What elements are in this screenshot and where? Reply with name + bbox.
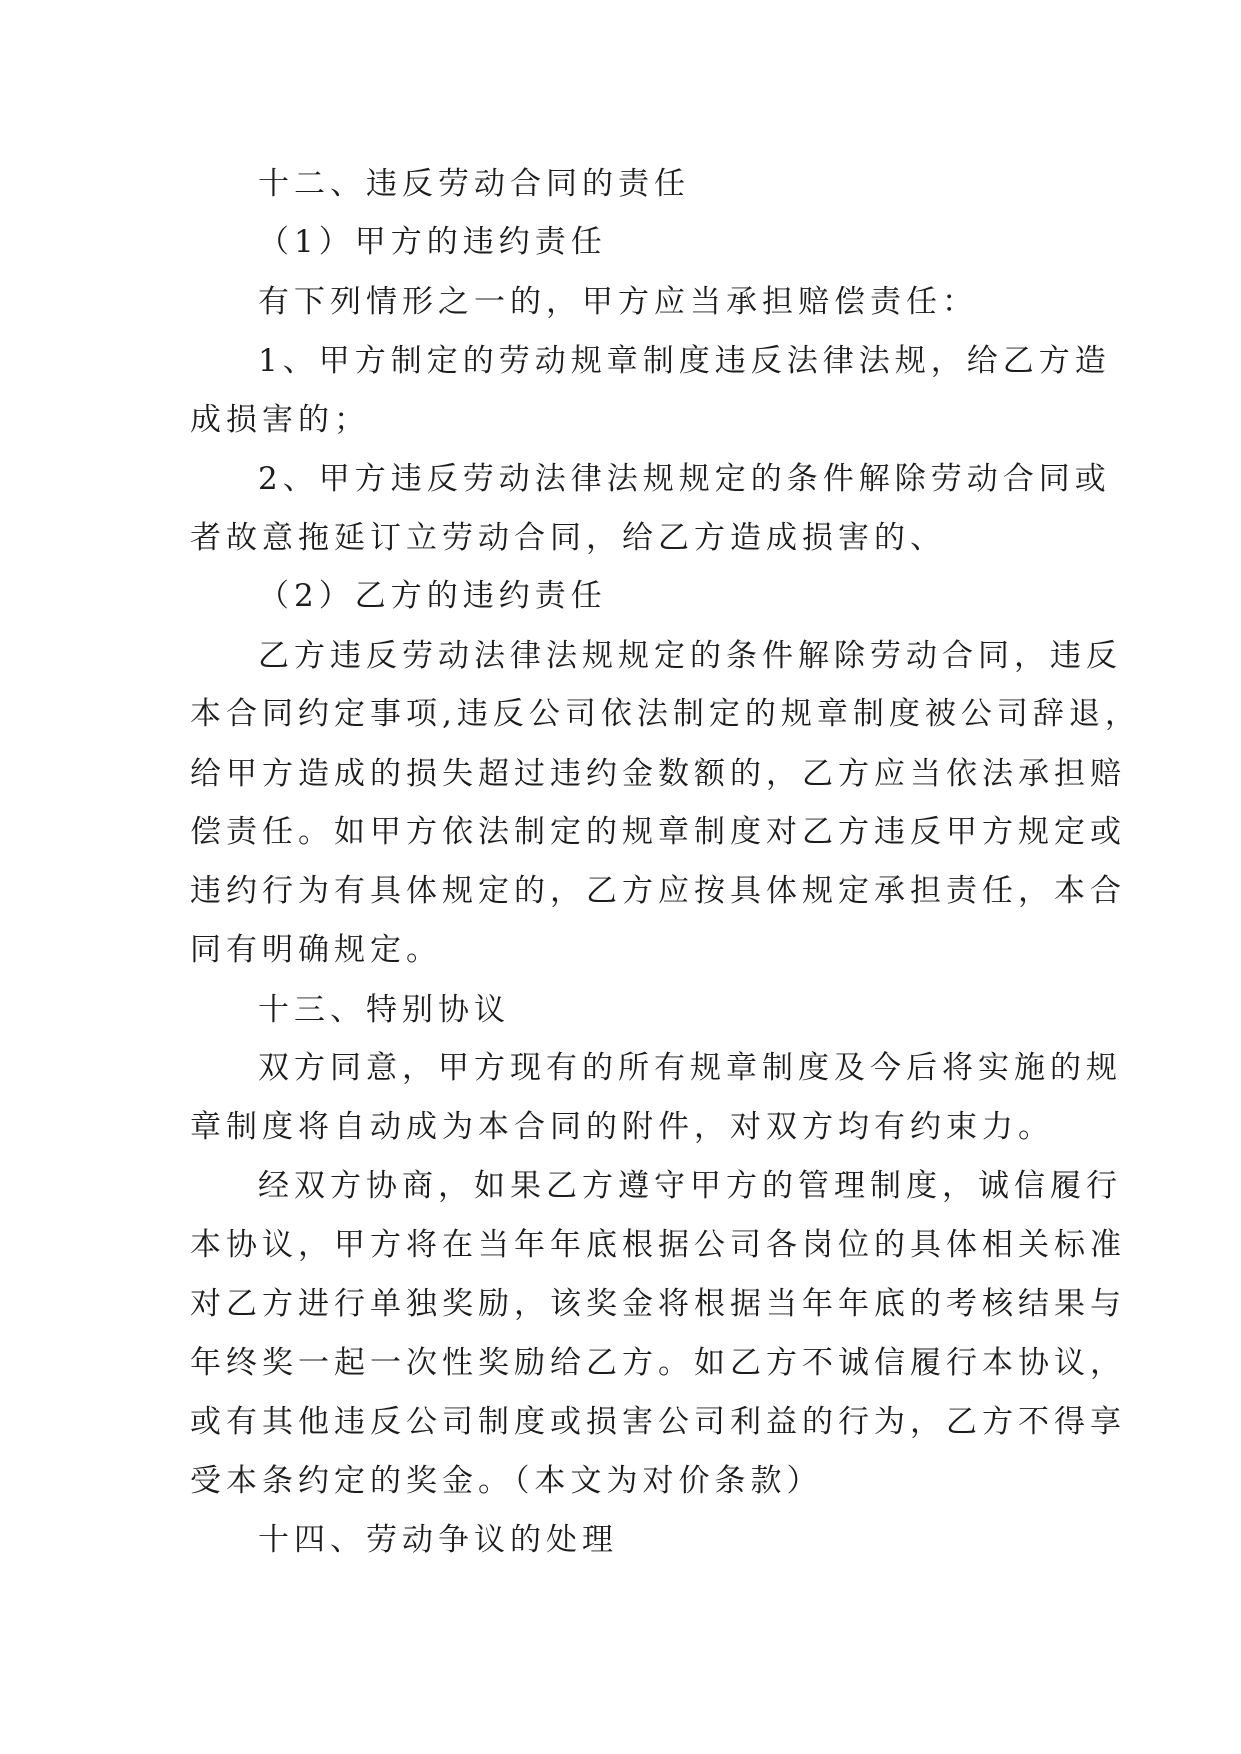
text-line: 同有明确规定。	[190, 932, 442, 968]
text-line: 违约行为有具体规定的，乙方应按具体规定承担责任，本合	[190, 873, 1126, 909]
text-line: 对乙方进行单独奖励，该奖金将根据当年年底的考核结果与	[190, 1286, 1126, 1322]
text-line: 章制度将自动成为本合同的附件，对双方均有约束力。	[190, 1109, 1054, 1145]
text-line: 本协议，甲方将在当年年底根据公司各岗位的具体相关标准	[190, 1227, 1126, 1263]
text-line: 者故意拖延订立劳动合同，给乙方造成损害的、	[190, 520, 946, 556]
text-line: 乙方违反劳动法律法规规定的条件解除劳动合同，违反	[258, 638, 1122, 674]
subsection-heading-party-a: （1）甲方的违约责任	[258, 224, 607, 260]
text-line: 成损害的；	[190, 402, 370, 438]
text-line: 1、甲方制定的劳动规章制度违反法律法规，给乙方造	[258, 343, 1111, 379]
text-line: 受本条约定的奖金。（本文为对价条款）	[190, 1463, 823, 1499]
section-heading-12: 十二、违反劳动合同的责任	[258, 166, 690, 202]
text-line: 2、甲方违反劳动法律法规规定的条件解除劳动合同或	[258, 461, 1111, 497]
subsection-heading-party-b: （2）乙方的违约责任	[258, 578, 607, 614]
section-heading-13: 十三、特别协议	[258, 992, 510, 1028]
text-line: 本合同约定事项,违反公司依法制定的规章制度被公司辞退，	[190, 696, 1141, 732]
section-heading-14: 十四、劳动争议的处理	[258, 1522, 618, 1558]
text-line: 偿责任。如甲方依法制定的规章制度对乙方违反甲方规定或	[190, 814, 1126, 850]
text-line: 给甲方造成的损失超过违约金数额的，乙方应当依法承担赔	[190, 756, 1126, 792]
text-line: 双方同意，甲方现有的所有规章制度及今后将实施的规	[258, 1050, 1122, 1086]
text-line: 有下列情形之一的，甲方应当承担赔偿责任：	[258, 284, 978, 320]
text-line: 年终奖一起一次性奖励给乙方。如乙方不诚信履行本协议，	[190, 1345, 1126, 1381]
text-line: 或有其他违反公司制度或损害公司利益的行为，乙方不得享	[190, 1404, 1126, 1440]
text-line: 经双方协商，如果乙方遵守甲方的管理制度，诚信履行	[258, 1168, 1122, 1204]
